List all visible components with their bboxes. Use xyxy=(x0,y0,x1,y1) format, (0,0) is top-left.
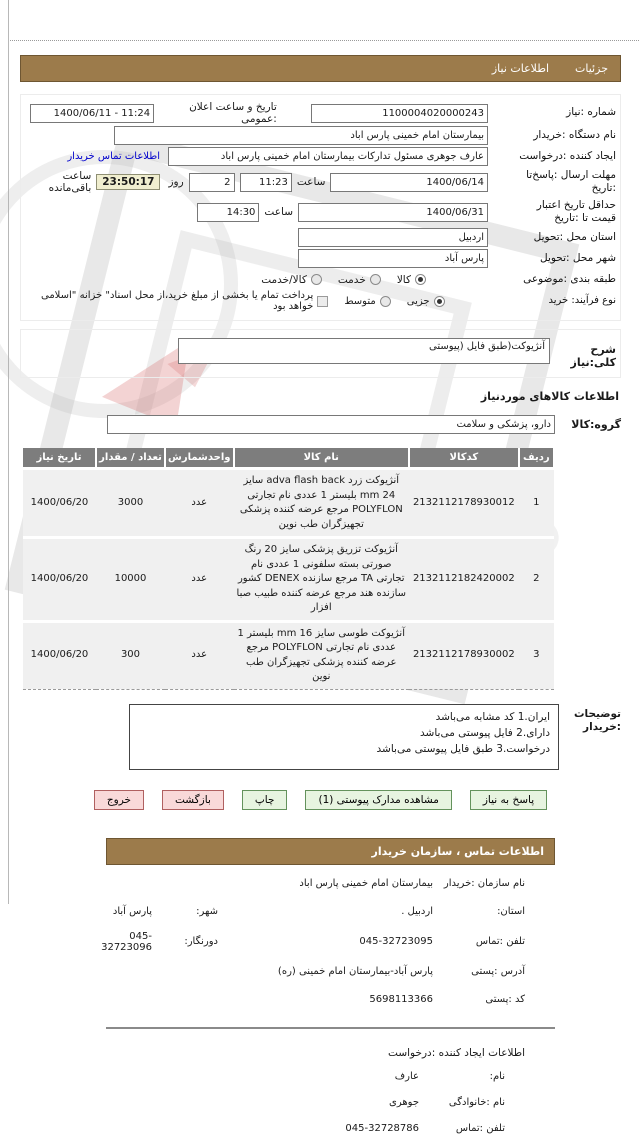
validity-hour-label: ساعت xyxy=(264,206,293,218)
buyer-org-label: نام دستگاه :خریدار xyxy=(533,128,616,141)
general-description-value: آنژیوکت(طبق فایل (پیوستی xyxy=(429,341,545,352)
cell-item-name: آنژیوکت طوسی سایز 16 mm بلیستر 1 عددی نام تجارتی POLYFLON مرجع عرضه کننده پزشکی تجهیزگران طب نوین xyxy=(234,621,410,689)
process-option-medium[interactable] xyxy=(344,296,390,307)
table-row xyxy=(23,538,554,622)
view-attachments-button[interactable]: مشاهده مدارک پیوستی (1) xyxy=(305,790,451,810)
section-tab-bar xyxy=(20,55,621,82)
buyer-note-line: درخواست.3 طبق فایل پیوستی می‌باشد xyxy=(376,743,550,756)
cell-need-date xyxy=(23,538,96,622)
exit-button[interactable]: خروج xyxy=(94,790,144,810)
cell-need-date xyxy=(23,469,96,538)
requester-name-value: عارف xyxy=(394,1071,419,1082)
class-option-goods-service-label: کالا/خدمت xyxy=(261,273,307,286)
quantity-value: 3000 xyxy=(117,496,144,508)
cell-item-code xyxy=(409,469,519,538)
deadline-date-field[interactable] xyxy=(330,173,488,192)
buyer-notes-label: توضیحات :خریدار xyxy=(573,707,621,734)
contact-address-value: پارس آباد-بیمارستان امام خمینی (ره) xyxy=(277,966,433,977)
buyer-notes-section xyxy=(20,704,621,770)
radio-goods-icon[interactable] xyxy=(415,274,426,285)
validity-date-field[interactable] xyxy=(298,203,488,222)
countdown-value: 23:50:17 xyxy=(102,176,155,188)
cell-quantity xyxy=(96,469,165,538)
buyer-note-line: ایران.1 کد مشابه می‌باشد xyxy=(435,710,550,723)
table-row xyxy=(23,469,554,538)
general-description-label: شرح کلی:نیاز xyxy=(570,343,616,369)
general-description-field[interactable] xyxy=(178,338,550,364)
cell-quantity xyxy=(96,538,165,622)
header-item-code: کدکالا xyxy=(409,448,519,469)
row-requester-phone xyxy=(20,1121,505,1137)
delivery-city-field[interactable] xyxy=(298,249,488,268)
row-contact-org xyxy=(106,875,525,893)
goods-group-value: دارو، پزشکی و سلامت xyxy=(456,419,551,430)
item-code-value: 2132112178930002 xyxy=(412,649,515,661)
need-date-value: 1400/06/20 xyxy=(30,649,89,661)
radio-goods-service-icon[interactable] xyxy=(311,274,322,285)
buyer-contact-bar xyxy=(106,838,555,865)
cell-unit: عدد xyxy=(165,469,233,538)
row-goods-group xyxy=(20,415,621,434)
row-subject-classification xyxy=(25,269,616,290)
row-contact-province-city xyxy=(106,903,525,921)
announce-field[interactable] xyxy=(30,104,154,123)
cell-row-number: 1 xyxy=(519,469,554,538)
delivery-city-value: پارس آباد xyxy=(444,253,484,264)
header-quantity: تعداد / مقدار xyxy=(96,448,165,469)
tab-details[interactable]: جزئیات xyxy=(575,62,608,75)
process-option-minor-label: جزیی xyxy=(406,295,430,307)
cell-item-name: آنژیوکت تزریق پزشکی سایز 20 رنگ صورتی بسته سلفونی 1 عددی نام تجارتی TA مرجع سازنده DENEX کشور سازنده هند مرجع عرضه کننده طبیب صبا افزار xyxy=(234,538,410,622)
class-option-service-label: خدمت xyxy=(337,273,366,286)
radio-service-icon[interactable] xyxy=(370,274,381,285)
header-need-date: تاریخ نیاز xyxy=(23,448,96,469)
table-row xyxy=(23,621,554,689)
requester-section-title: اطلاعات ایجاد کننده :درخواست xyxy=(388,1046,525,1059)
request-creator-field[interactable] xyxy=(168,147,488,166)
countdown-badge xyxy=(96,174,160,190)
header-item-name: نام کالا xyxy=(234,448,410,469)
quantity-value: 300 xyxy=(120,649,141,661)
cell-unit: عدد xyxy=(165,538,233,622)
radio-medium-icon[interactable] xyxy=(380,296,391,307)
items-table-header-row xyxy=(23,448,554,469)
items-table xyxy=(23,448,555,690)
requester-name-label: نام: xyxy=(489,1071,505,1082)
treasury-payment-option[interactable] xyxy=(41,290,328,312)
footer-divider xyxy=(106,1027,555,1029)
deadline-days-field[interactable] xyxy=(189,173,235,192)
back-button[interactable]: بازگشت xyxy=(162,790,224,810)
row-delivery-city xyxy=(25,248,616,269)
need-date-value: 1400/06/20 xyxy=(30,496,89,508)
goods-group-field[interactable] xyxy=(107,415,555,434)
announce-value: 1400/06/11 - 11:24 xyxy=(53,107,151,119)
contact-phone-value xyxy=(218,936,433,947)
deadline-label-line2: :تاریخ xyxy=(591,182,616,194)
cell-quantity xyxy=(96,621,165,689)
need-number-label: شماره :نیاز xyxy=(566,106,616,119)
deadline-label-line1: مهلت ارسال :پاسخ‌تا xyxy=(526,168,616,181)
row-delivery-province xyxy=(25,227,616,248)
delivery-city-label: شهر محل :تحویل xyxy=(540,251,616,264)
validity-time-field[interactable] xyxy=(197,203,259,222)
row-response-deadline xyxy=(25,167,616,197)
contact-fax-value xyxy=(101,931,152,953)
tab-need-info[interactable]: اطلاعات نیاز xyxy=(491,62,550,75)
contact-postal-value xyxy=(369,994,433,1005)
subject-classification-label: طبقه بندی :موضوعی xyxy=(523,272,616,285)
delivery-province-field[interactable] xyxy=(298,228,488,247)
treasury-note-label: پرداخت تمام یا بخشی از مبلغ خرید،از محل اسناد" خزانه "اسلامی خواهد بود xyxy=(40,290,314,312)
need-date-value: 1400/06/20 xyxy=(30,573,89,584)
deadline-time-field[interactable] xyxy=(240,173,292,192)
header-unit: واحدشمارش xyxy=(165,448,233,469)
cell-item-name: آنژیوکت زرد adva flash back سایز 24 mm بلیستر 1 عددی نام تجارتی POLYFLON مرجع عرضه کننده پزشکی تجهیزگران طب نوین xyxy=(234,469,410,538)
requester-family-label: نام :خانوادگی xyxy=(448,1097,505,1108)
requester-phone-number: 045-32728786 xyxy=(345,1123,419,1134)
page-left-border xyxy=(8,0,9,904)
process-type-label: نوع فرآیند: خرید xyxy=(548,294,616,306)
phone-number: 045-32723095 xyxy=(359,936,433,947)
goods-section-title: اطلاعات کالاهای موردنیاز xyxy=(480,390,619,403)
request-creator-value: عارف جوهری مسئول تدارکات بیمارستان امام خمینی پارس اباد xyxy=(220,151,484,162)
delivery-province-label: استان محل :تحویل xyxy=(533,230,616,243)
respond-to-need-button[interactable]: پاسخ به نیاز xyxy=(470,790,547,810)
cell-row-number: 3 xyxy=(519,621,554,689)
announce-label: تاریخ و ساعت اعلان :عمومی xyxy=(189,101,277,125)
buyer-contact-bar-title: اطلاعات تماس ، سازمان خریدار xyxy=(371,844,544,858)
item-code-value: 2132112178930012 xyxy=(412,496,515,508)
goods-group-label: گروه:کالا xyxy=(571,418,621,431)
process-option-medium-label: متوسط xyxy=(344,295,376,307)
need-number-field[interactable] xyxy=(311,104,488,123)
contact-org-label: نام سازمان :خریدار xyxy=(443,878,525,889)
need-number-value: 1100004020000243 xyxy=(382,107,484,119)
delivery-province-value: اردبیل xyxy=(458,232,484,243)
deadline-days-value: 2 xyxy=(224,176,231,188)
class-option-service[interactable] xyxy=(338,274,381,286)
need-info-panel xyxy=(20,94,621,321)
buyer-contact-link[interactable]: اطلاعات تماس خریدار xyxy=(67,151,160,162)
contact-org-value: بیمارستان امام خمینی پارس اباد xyxy=(299,878,433,889)
request-creator-label: ایجاد کننده :درخواست xyxy=(519,149,616,162)
action-buttons-row xyxy=(20,790,621,810)
print-button[interactable]: چاپ xyxy=(242,790,288,810)
validity-label-line1: حداقل تاریخ اعتبار xyxy=(536,198,616,211)
contact-province-label: استان: xyxy=(497,906,525,917)
requester-phone-value xyxy=(345,1123,419,1134)
validity-label-line2: قیمت تا :تاریخ xyxy=(554,212,616,224)
row-buyer-org xyxy=(25,125,616,146)
row-requester-name xyxy=(20,1069,505,1085)
process-option-minor[interactable] xyxy=(407,296,445,307)
cell-item-code xyxy=(409,621,519,689)
row-need-number xyxy=(25,101,616,125)
class-option-goods[interactable] xyxy=(397,274,426,286)
row-process-type xyxy=(25,290,616,312)
deadline-hour-label: ساعت xyxy=(296,176,326,188)
contact-address-label: آدرس :پستی xyxy=(471,966,525,977)
class-option-goods-service[interactable] xyxy=(261,274,322,286)
row-contact-address xyxy=(106,963,525,981)
requester-phone-label: تلفن :تماس xyxy=(455,1123,505,1134)
buyer-org-value: بیمارستان امام خمینی پارس اباد xyxy=(350,130,484,141)
price-validity-label xyxy=(488,199,616,225)
cell-need-date xyxy=(23,621,96,689)
item-code-value: 2132112182420002 xyxy=(412,573,515,584)
fax-number: 045-32723096 xyxy=(101,930,152,953)
day-unit-label: روز xyxy=(168,176,184,188)
contact-city-label: شهر: xyxy=(196,906,218,917)
cell-unit: عدد xyxy=(165,621,233,689)
cell-item-code xyxy=(409,538,519,622)
requester-family-value: جوهری xyxy=(389,1097,419,1108)
contact-fax-label: دورنگار: xyxy=(184,936,218,947)
contact-postal-label: کد :پستی xyxy=(485,994,525,1005)
row-requester-family xyxy=(20,1095,505,1111)
hours-remaining-label: ساعت باقی‌مانده xyxy=(48,170,92,194)
row-request-creator xyxy=(25,146,616,167)
buyer-note-line: دارای.2 فایل پیوستی می‌باشد xyxy=(420,726,550,739)
buyer-org-field[interactable] xyxy=(114,126,488,145)
deadline-date-value: 1400/06/14 xyxy=(426,176,484,188)
class-option-goods-label: کالا xyxy=(396,273,411,286)
validity-date-value: 1400/06/31 xyxy=(426,206,484,218)
contact-province-value: اردبیل . xyxy=(401,906,433,917)
buyer-notes-box xyxy=(129,704,559,770)
cell-row-number: 2 xyxy=(519,538,554,622)
quantity-value: 10000 xyxy=(114,573,147,584)
header-row-number: ردیف xyxy=(519,448,554,469)
row-price-validity xyxy=(25,197,616,227)
deadline-time-value: 11:23 xyxy=(259,176,288,188)
row-contact-phone-fax xyxy=(101,930,525,953)
contact-city-value: پارس آباد xyxy=(112,906,152,917)
postal-code: 5698113366 xyxy=(369,994,433,1005)
response-deadline-label xyxy=(488,169,616,195)
validity-time-value: 14:30 xyxy=(226,206,256,218)
contact-phone-label: تلفن :تماس xyxy=(475,936,525,947)
treasury-checkbox-icon[interactable] xyxy=(317,296,328,307)
radio-minor-icon[interactable] xyxy=(434,296,445,307)
row-contact-postal xyxy=(106,991,525,1009)
general-description-section xyxy=(20,329,621,378)
